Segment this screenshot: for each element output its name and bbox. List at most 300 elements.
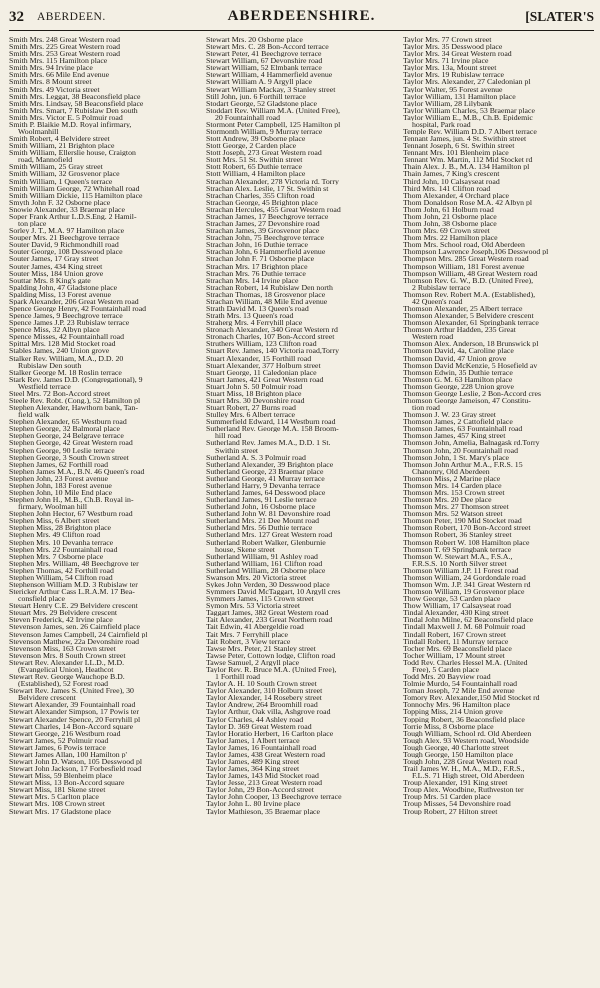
directory-entry: Stalker George M. 18 Roslin terrace — [9, 368, 122, 376]
directory-entry: Taylor James, 1 Albert terrace — [206, 736, 300, 744]
directory-entry: field walk — [18, 411, 50, 419]
directory-entry: Tolmie Murdo, 54 Fountainhall road — [403, 680, 518, 688]
directory-entry: Stevenson Matthew, 22a Devonshire road — [9, 637, 140, 645]
directory-entry: Spence George Henry, 42 Fountainhall road — [9, 304, 147, 313]
directory-entry: Thomson James, 457 King street — [403, 432, 506, 440]
directory-entry: Smith William George, 72 Whitehall road — [9, 184, 140, 192]
directory-entry: Taylor D. 369 Great Western road — [206, 722, 312, 730]
directory-entry: Thomson James, 63 Fountainhall road — [403, 425, 523, 433]
directory-entry: Smith William, 25 Gray street — [9, 163, 103, 171]
directory-entry: Thom Donaldson Rose M.A. 42 Albyn pl — [403, 198, 533, 206]
directory-entry: Stewart Alexander, 39 Fountainhall road — [9, 701, 136, 709]
directory-entry: Straherg Mrs. 4 Ferryhill place — [206, 319, 303, 327]
directory-entry: Soper Frank Arthur L.D.S.Eng. 2 Hamil- — [9, 212, 137, 221]
directory-entry: Thomson Rev. Robert M.A. (Established), — [403, 290, 536, 298]
directory-entry: Tough George, 40 Charlotte street — [403, 743, 510, 751]
directory-entry: Stewart Mrs. 108 Crown street — [9, 800, 105, 808]
publisher-label: [SLATER'S — [525, 9, 594, 24]
column-3 — [403, 36, 594, 815]
directory-entry: Stewart Miss, 13 Bon-Accord square — [9, 779, 125, 787]
directory-entry: Tonnochy Mrs. 96 Hamilton place — [403, 701, 511, 709]
directory-entry: Stewart Mrs. 5 Carlton place — [9, 793, 99, 801]
directory-entry: Thomson John, Amelia, Balnagask rd.Torry — [403, 439, 540, 447]
directory-entry: Taylor Walter, 95 Forest avenue — [403, 85, 503, 93]
directory-entry: F.R.S.S. 10 North Silver street — [412, 559, 507, 567]
directory-entry: Stoddart Rev. William M.A. (United Free), — [206, 106, 340, 114]
directory-entry: Strachan William, 48 Mile End avenue — [206, 297, 328, 305]
directory-entry: Thomson G. M. 63 Hamilton place — [403, 375, 513, 383]
directory-entry: Taylor Horatio Herbert, 16 Carlton place — [206, 729, 334, 737]
directory-entry: Snowie Alexander, 33 Braemar place — [9, 205, 125, 213]
directory-entry: Stewart William, 67 Devonshire road — [206, 57, 323, 65]
directory-entry: Thomson Robert W. 108 Hamilton place — [403, 538, 530, 546]
directory-entry: Sutherland William, 28 Osborne place — [206, 566, 326, 574]
directory-entry: hill road — [215, 432, 242, 440]
directory-entry: 20 Fountainhall road — [215, 113, 280, 121]
directory-entry: Tennant Mrs. 101 Blenheim place — [403, 149, 509, 157]
directory-entry: Thom Alexander, 4 Orchard place — [403, 191, 509, 199]
directory-entry: Strachan Alex. Leslie, 17 St. Swithin st — [206, 184, 329, 192]
directory-entry: Tindal Alexander, 430 King street — [403, 609, 509, 617]
directory-entry: Smith William, Ellerslie house, Craigton — [9, 149, 136, 157]
directory-entry: Taylor William Charles, 53 Braemar place — [403, 106, 535, 114]
directory-entry: Stephen Thomas, 42 Forthill road — [9, 566, 114, 574]
directory-entry: Tindall Robert, 167 Crown street — [403, 630, 507, 638]
directory-entry: Stables James, 240 Union grove — [9, 347, 110, 355]
directory-entry: Taylor John Cooper, 13 Beechgrove terrace — [206, 793, 342, 801]
directory-entry: Thom John, 38 Osborne place — [403, 220, 497, 228]
directory-entry: Taylor Alexander, 14 Rosebery street — [206, 694, 322, 702]
directory-entry: Toman Joseph, 72 Mile End avenue — [403, 687, 515, 695]
directory-entry: Stephen Mrs. 10 Devanha terrace — [9, 538, 114, 546]
directory-entry: Stewart James, 6 Powis terrace — [9, 743, 106, 751]
directory-entry: Thompson Mrs. 285 Great Western road — [403, 255, 529, 263]
directory-entry: Taylor Jesse, 213 Great Western road — [206, 779, 323, 787]
directory-entry: tion road — [412, 404, 440, 412]
directory-entry: Smith Mrs. 225 Great Western road — [9, 43, 120, 51]
directory-entry: Thomson Alexander, 25 Albert terrace — [403, 304, 523, 313]
directory-entry: Troup Misses, 54 Devonshire road — [403, 800, 511, 808]
directory-entry: Stewart James Allan, 100 Hamilton p' — [9, 750, 127, 758]
directory-entry: Stephen Miss, 28 Brighton place — [9, 524, 111, 532]
directory-entry: Spence James, 9 Beechgrove terrace — [9, 312, 123, 320]
directory-entry: Stewart James, 52 Polmuir road — [9, 736, 109, 744]
directory-entry: Stephen George, 42 Great Western road — [9, 439, 133, 447]
directory-entry: Thomson Peter, 190 Mid Stocket road — [403, 517, 522, 525]
directory-entry: Souter James, 17 Gray street — [9, 255, 99, 263]
directory-entry: Stephen George, 90 Leslie terrace — [9, 446, 115, 454]
directory-entry: Thom Mrs. School road, Old Aberdeen — [403, 241, 525, 249]
directory-entry: Tait Alexander, 233 Great Northern road — [206, 616, 333, 624]
directory-entry: Stewart William, 4 Hammerfield avenue — [206, 71, 333, 79]
directory-entry: Swithin street — [215, 446, 259, 454]
directory-entry: Rubislaw Den south — [18, 361, 82, 369]
directory-entry: Taylor Mrs. 77 Crown street — [403, 36, 492, 44]
directory-entry: Stuart Alexander, 15 Forthill road — [206, 354, 312, 362]
directory-entry: Tocher Mrs. 69 Beaconsfield place — [403, 644, 512, 652]
directory-entry: Stephenson William M.D. 3 Rubislaw ter — [9, 581, 138, 589]
directory-entry: Stephen George, 32 Balmoral place — [9, 425, 120, 433]
directory-entry: Strachan Mrs. 76 Duthie terrace — [206, 269, 306, 277]
directory-entry: Stott Mrs. 51 St. Swithin street — [206, 156, 303, 164]
directory-columns — [9, 36, 594, 815]
directory-entry: Tough William, School rd. Old Aberdeen — [403, 729, 532, 737]
directory-entry: Smith Mrs. 248 Great Western road — [9, 36, 120, 44]
directory-entry: Strachan John, 6 Hammerfield avenue — [206, 248, 326, 256]
directory-entry: Stewart William, 52 Elmbank terrace — [206, 64, 322, 72]
directory-entry: Thom Mrs. 22 Hamilton place — [403, 234, 498, 242]
directory-entry: Stuart Mrs. 30 Devonshire road — [206, 396, 305, 405]
directory-entry: Spalding John, 47 Gladstone place — [9, 283, 118, 291]
directory-entry: Strachan Alexander, 278 Victoria rd. Torry — [206, 177, 339, 185]
directory-entry: Thomson Wm. J.P. 341 Great Western rd — [403, 581, 531, 589]
directory-entry: Stericker Arthur Cass L.R.A.M. 17 Bea- — [9, 588, 135, 596]
directory-entry: Stephen James M.A., B.N. 46 Queen's road — [9, 467, 145, 475]
directory-entry: Thomson Alex. Anderson, 18 Brunswick pl — [403, 340, 539, 348]
directory-entry: Sutherland A. S. 3 Polmuir road — [206, 453, 306, 461]
directory-entry: Taylor Charles, 44 Ashley road — [206, 715, 304, 723]
directory-entry: Stewart Alexander Simpson, 17 Powis ter — [9, 708, 139, 716]
directory-entry: Taylor Mrs. 13a, Mount street — [403, 64, 497, 72]
directory-entry: Stewart Rev. George Wauchope B.D. — [9, 673, 125, 681]
directory-entry: Symmers David McTaggart, 10 Argyll cres — [206, 588, 341, 596]
directory-entry: Symmers James, 115 Crown street — [206, 595, 314, 603]
directory-entry: Strachan James, 39 Grosvenor place — [206, 227, 320, 235]
directory-entry: Thomson Robert, 170 Bon-Accord street — [403, 524, 531, 532]
directory-entry: Thomson William, 24 Gordondale road — [403, 573, 526, 582]
directory-entry: Spittal Mrs. 128 Mid Stocket road — [9, 340, 116, 348]
directory-entry: Thomson James, 2 Cattofield place — [403, 418, 513, 426]
directory-entry: Tindal John Milne, 62 Beaconsfield place — [403, 616, 534, 624]
directory-entry: Thomson Mrs. 20 Dee place — [403, 496, 492, 504]
directory-entry: Souper Mrs. 21 Beechgrove terrace — [9, 234, 120, 242]
directory-entry: Taylor A. H. 10 South Crown street — [206, 680, 317, 688]
directory-entry: Thomson Miss, 2 Marine place — [403, 474, 501, 482]
directory-entry: Sutherland Robert Walker, Glenburnie — [206, 538, 326, 546]
directory-entry: Strachan John, 75 Beechgrove terrace — [206, 234, 324, 242]
directory-entry: Sorley J. T., M.A. 97 Hamilton place — [9, 227, 125, 235]
directory-entry: Thomson Mrs. 153 Crown street — [403, 489, 505, 497]
directory-entry: Strath David M. 13 Queen's road — [206, 304, 309, 313]
directory-entry: Taylor Arthur, Oak villa, Ashgrove road — [206, 708, 331, 716]
directory-entry: Sutherland Rev. James M.A., D.D. 1 St. — [206, 439, 331, 447]
directory-entry: Stronach Charles, 107 Bon-Accord street — [206, 333, 335, 341]
directory-entry: Thomson Mrs. 52 Watson street — [403, 510, 503, 518]
directory-entry: Taylor Andrew, 264 Broomhill road — [206, 701, 318, 709]
directory-entry: Taylor James, 489 King street — [206, 757, 300, 766]
directory-entry: Stephen John Hector, 67 Westburn road — [9, 510, 133, 518]
directory-entry: Stephen Mrs. William, 48 Beechgrove ter — [9, 559, 139, 567]
directory-entry: Thompson Lawrence Joseph,106 Desswood pl — [403, 248, 549, 256]
directory-entry: Thompson William, 48 Great Western road — [403, 269, 538, 277]
directory-entry: Taylor Alexander, 310 Holburn street — [206, 687, 323, 695]
directory-entry: Stewart Miss, 59 Blenheim place — [9, 772, 113, 780]
directory-entry: Troup Robert, 27 Hilton street — [403, 807, 498, 815]
directory-entry: Strachan Mrs. 14 Irvine place — [206, 276, 299, 284]
directory-entry: Strachan George, 45 Brighton place — [206, 198, 318, 206]
directory-entry: Strachan Thomas, 18 Grosvenor place — [206, 290, 326, 298]
directory-entry: Stronach Alexander, 340 Great Western rd — [206, 326, 338, 334]
directory-entry: Sutherland John, 16 Osborne place — [206, 503, 315, 511]
directory-entry: Stephen John, 10 Mile End place — [9, 489, 113, 497]
directory-entry: Stott William, 4 Hamilton place — [206, 170, 306, 178]
directory-entry: Thomson Robert, 36 Stanley street — [403, 531, 512, 539]
directory-entry: Thomson George Leslie, 2 Bon-Accord cres — [403, 389, 541, 397]
directory-entry: Strath Mrs. 13 Queen's road — [206, 312, 294, 320]
directory-entry: firmary, Woolman hill — [18, 503, 88, 511]
directory-entry: Stuart Alexander, 377 Holburn street — [206, 361, 321, 369]
directory-entry: Western road — [412, 333, 454, 341]
directory-entry: Stewart Alexander Spence, 20 Ferryhill pl — [9, 715, 141, 723]
directory-entry: Sutherland John W. 81 Devonshire road — [206, 510, 331, 518]
directory-entry: Souter Miss, 184 Union grove — [9, 269, 104, 277]
directory-entry: 1 Forthill road — [215, 673, 261, 681]
directory-entry: Taylor Mrs. 34 Great Western road — [403, 50, 512, 58]
directory-entry: Topping Robert, 36 Beaconsfield place — [403, 715, 525, 723]
directory-entry: Steel Mrs. 72 Bon-Accord street — [9, 389, 111, 397]
directory-entry: Stevenson Mrs. 8 South Crown street — [9, 651, 126, 659]
directory-entry: Smith Mrs. 115 Hamilton place — [9, 57, 108, 65]
directory-entry: Stephen Miss, 6 Albert street — [9, 517, 100, 525]
directory-entry: Strachan Charles, 355 Clifton road — [206, 191, 315, 199]
directory-entry: Stewart Rev. Alexander LL.D., M.D. — [9, 658, 125, 666]
directory-entry: Smith Mrs. Lindsay, 58 Beaconsfield place — [9, 99, 144, 107]
directory-entry: Sutherland Mrs. 56 Duthie terrace — [206, 524, 313, 532]
directory-entry: Torrie Miss, 8 Osborne place — [403, 722, 494, 730]
directory-entry: Stephen John, 23 Forest avenue — [9, 474, 108, 482]
directory-entry: Smith William, 1 Queen's terrace — [9, 177, 113, 185]
directory-entry: Tait Mrs. 7 Ferryhill place — [206, 630, 288, 638]
directory-entry: Stewart William A. 9 Argyll place — [206, 78, 312, 86]
directory-entry: Smith Mrs. Leggat, 38 Beaconsfield place — [9, 92, 141, 100]
directory-entry: Strachan Mrs. 17 Brighton place — [206, 262, 308, 270]
directory-entry: Thomson Alexander, 5 Belvidere crescent — [403, 312, 534, 320]
directory-entry: Thomson Alexander, 61 Springbank terrace — [403, 319, 539, 327]
directory-entry: Sutherland Rev. George M.A. 158 Broom- — [206, 425, 339, 433]
directory-entry: Taylor William E., M.B., Ch.B. Epidemic — [403, 113, 533, 121]
directory-entry: Steele Rev. Robt. (Cong.), 52 Hamilton pl — [9, 396, 141, 405]
directory-entry: Steven Frederick, 42 Irvine place — [9, 616, 113, 624]
directory-entry: Stewart Miss, 181 Skene street — [9, 786, 106, 794]
directory-entry: Stott Andrew, 39 Osborne place — [206, 135, 306, 143]
directory-entry: Souter David, 9 Richmondhill road — [9, 241, 119, 249]
directory-entry: Stephen Alexander, 65 Westburn road — [9, 418, 127, 426]
directory-entry: Stewart Peter, 41 Beechgrove terrace — [206, 50, 322, 58]
directory-entry: Strachan James, 17 Beechgrove terrace — [206, 212, 329, 221]
directory-entry: Tawse Samuel, 2 Argyll place — [206, 658, 300, 666]
directory-entry: Smith William, 32 Grosvenor place — [9, 170, 120, 178]
directory-entry: Stalker Rev. William, M.A., D.D. 20 — [9, 354, 124, 362]
directory-entry: Stuart Miss, 18 Brighton place — [206, 389, 302, 397]
directory-entry: Thom John, 21 Osborne place — [403, 212, 497, 221]
directory-entry: road, Mannofield — [18, 156, 73, 164]
directory-entry: Stephen Mrs. 7 Osborne place — [9, 552, 104, 560]
directory-entry: Stewart William Mackay, 3 Stanley street — [206, 85, 336, 93]
directory-entry: Temple Rev. William D.D. 7 Albert terrace — [403, 128, 537, 136]
directory-entry: consfield place — [18, 595, 65, 603]
directory-entry: Third John, 10 Calsayseat road — [403, 177, 500, 185]
directory-entry: Sutherland George, 23 Braemar place — [206, 467, 324, 475]
directory-entry: Smith Robert, 4 Belvidere street — [9, 135, 110, 143]
directory-entry: Smith William Dickie, 115 Hamilton place — [9, 191, 143, 199]
directory-entry: Stewart Mrs. C. 28 Bon-Accord terrace — [206, 43, 329, 51]
directory-entry: Stewart John Jackson, 17 Forbesfield road — [9, 765, 142, 773]
directory-entry: Stephen James, 62 Forthill road — [9, 460, 108, 468]
directory-entry: Stuart Rev. James, 140 Victoria road,Torry — [206, 347, 340, 355]
directory-entry: Taylor James, 364 King street — [206, 765, 300, 773]
directory-entry: Taylor Mrs. 19 Rubislaw terrace — [403, 71, 505, 79]
directory-entry: Stewart Rev. James S. (United Free), 30 — [9, 687, 134, 695]
directory-entry: Woolmanhill — [18, 128, 59, 136]
directory-entry: Stewart Mrs. 17 Gladstone place — [9, 807, 111, 815]
directory-entry: Smith Mrs. Smart, 7 Rubislaw Den south — [9, 106, 138, 114]
directory-entry: Struthers William, 123 Clifton road — [206, 340, 317, 348]
directory-entry: F.L.S. 71 High street, Old Aberdeen — [412, 772, 525, 780]
directory-entry: Sutherland James, 64 Desswood place — [206, 489, 326, 497]
directory-entry: Troup Mrs. 51 Carden place — [403, 793, 491, 801]
directory-entry: Taylor James, 143 Mid Stocket road — [206, 772, 319, 780]
directory-entry: Stuart Robert, 27 Burns road — [206, 404, 296, 412]
directory-entry: Strachan John F. 71 Osborne place — [206, 255, 315, 263]
directory-entry: Westfield terrace — [18, 382, 71, 390]
directory-entry: Troup Alexander, 191 King street — [403, 779, 508, 787]
directory-entry: Free), 5 Carden place — [412, 665, 480, 674]
directory-entry: Stott Joseph, 273 Great Western road — [206, 149, 322, 157]
directory-entry: 2 Rubislaw terrace — [412, 283, 471, 291]
column-1 — [9, 36, 200, 815]
directory-entry: Stephen William, 54 Clifton road — [9, 573, 113, 582]
directory-entry: Thomson William J.P. 11 Forest road — [403, 566, 519, 574]
directory-entry: Stephen John H., M.B., Ch.B. Royal in- — [9, 496, 134, 504]
directory-entry: Thompson William, 181 Forest avenue — [403, 262, 525, 270]
directory-entry: Spark Alexander, 206 Great Western road — [9, 297, 139, 305]
directory-entry: Thomson David, 4a, Caroline place — [403, 347, 514, 355]
directory-entry: Thomson W. Stewart M.A., F.S.A., — [403, 552, 513, 560]
directory-entry: Tough John, 228 Great Western road — [403, 757, 518, 766]
directory-entry: Topping Miss, 214 Union grove — [403, 708, 503, 716]
directory-entry: Troup Alex. Woodbine, Ruthveston ter — [403, 786, 524, 794]
directory-entry: Stephen Mrs. 49 Clifton road — [9, 531, 101, 539]
directory-entry: Tough George, 150 Hamilton place — [403, 750, 513, 758]
directory-entry: Souttar Mrs. 8 King's gate — [9, 276, 91, 284]
directory-entry: Stormonth William, 9 Murray terrace — [206, 128, 323, 136]
directory-entry: Thomson John, 1 St. Mary's place — [403, 453, 510, 461]
directory-entry: Strachan Hercules, 455 Great Western road — [206, 205, 341, 213]
directory-entry: Stulley Mrs. 6 Albert terrace — [206, 411, 295, 419]
directory-entry: hospital, Park road — [412, 120, 471, 129]
directory-entry: Smith P. Blaikie M.D. Royal infirmary, — [9, 120, 132, 129]
directory-entry: Thain James, 7 King's crescent — [403, 170, 500, 178]
directory-entry: Smith Mrs. 94 Irvine place — [9, 64, 93, 72]
directory-entry: Tennant James, jun. 4 St. Swithin street — [403, 135, 527, 143]
directory-entry: Smith Mrs. 66 Mile End avenue — [9, 71, 110, 79]
directory-entry: Swanson Mrs. 20 Victoria street — [206, 573, 307, 582]
directory-entry: Smith Mrs. 49 Victoria street — [9, 85, 100, 93]
directory-entry: Stewart John D. Watson, 105 Desswood pl — [9, 757, 143, 766]
directory-entry: ton place — [18, 220, 47, 228]
directory-entry: Tait Robert, 3 View terrace — [206, 637, 291, 645]
directory-entry: Tennant Wm. Martin, 112 Mid Stocket rd — [403, 156, 533, 164]
directory-entry: Tawse Mrs. Peter, 21 Stanley street — [206, 644, 316, 652]
directory-entry: Thomson William, 19 Grosvenor place — [403, 588, 525, 596]
directory-entry: Stephen George, 3 South Crown street — [9, 453, 129, 461]
directory-entry: Sutherland George, 41 Murray terrace — [206, 474, 325, 482]
directory-entry: Stott George, 2 Carden place — [206, 142, 297, 150]
directory-entry: Thomson Edwin, 35 Duthie terrace — [403, 368, 513, 376]
directory-entry: Stuart George, 11 Caledonian place — [206, 368, 317, 376]
directory-entry: 42 Queen's road — [412, 297, 463, 305]
directory-entry: Thomson Rev. G. W., B.D. (United Free), — [403, 276, 534, 284]
directory-entry: Souter James, 434 King street — [9, 262, 103, 270]
directory-entry: Thomson John, 20 Fountainhall road — [403, 446, 518, 454]
directory-entry: Smyth John F. 32 Osborne place — [9, 198, 111, 206]
page-header — [9, 8, 594, 31]
directory-entry: Taylor William, 131 Hamilton place — [403, 92, 516, 100]
directory-entry: Thomson John Arthur M.A., F.R.S. 15 — [403, 460, 523, 468]
directory-entry: Sykes John Verden, 30 Desswood place — [206, 581, 330, 589]
directory-entry: Stephen John, 183 Forest avenue — [9, 481, 112, 489]
directory-entry: Thomson Arthur Hadden, 235 Great — [403, 326, 516, 334]
directory-entry: Steuart Mrs. 29 Belvidere crescent — [9, 609, 118, 617]
directory-entry: Tindall Maxwell J. M. 68 Polmuir road — [403, 623, 526, 631]
directory-entry: Thomson Mrs. 14 Carden place — [403, 481, 502, 489]
directory-entry: Stevenson James, sen. 26 Cairnfield place — [9, 623, 140, 631]
directory-entry: Thow George, 53 Carden place — [403, 595, 501, 603]
directory-entry: Todd Rev. Charles Hessel M.A. (United — [403, 658, 528, 666]
directory-entry: Tindall Robert, 11 Murray terrace — [403, 637, 509, 645]
directory-entry: Tomory Rev. Alexander,150 Mid Stocket rd — [403, 694, 540, 702]
directory-entry: Sutherland Harry, 9 Devanha terrace — [206, 481, 321, 489]
directory-entry: Stark Rev. James D.D. (Congregational), 9 — [9, 375, 143, 383]
directory-entry: Thomson T. 69 Springbank terrace — [403, 545, 512, 553]
directory-entry: Sutherland William, 91 Ashley road — [206, 552, 318, 560]
directory-entry: Taylor Mrs. Alexander, 27 Caledonian pl — [403, 78, 531, 86]
directory-entry: Todd Mrs. 20 Bayview road — [403, 673, 491, 681]
section-label: ABERDEEN. — [37, 11, 106, 23]
directory-entry: Sutherland William, 161 Clifton road — [206, 559, 323, 567]
directory-entry: Trail James W. H., M.A., M.D., F.R.S., — [403, 765, 525, 773]
directory-entry: Still John, jun. 6 Forthill terrace — [206, 92, 306, 100]
directory-entry: Thomson David McKenzie, 5 Hosefield av — [403, 361, 538, 369]
directory-entry: Tawse Peter, Cottown lodge, Clifton road — [206, 651, 336, 659]
directory-entry: Taylor Rev. R. Bruce M.A. (United Free), — [206, 665, 337, 674]
directory-entry: Stephen Alexander, Hawthorn bank, Tan- — [9, 404, 138, 412]
directory-entry: Stewart Mrs. 20 Osborne place — [206, 36, 303, 44]
directory-entry: Taylor John L. 80 Irvine place — [206, 800, 301, 808]
directory-entry: Stodart George, 52 Gladstone place — [206, 99, 317, 107]
column-2 — [206, 36, 397, 815]
directory-entry: Stewart George, 216 Westburn road — [9, 729, 121, 737]
directory-entry: Taylor William, 28 Lilybank — [403, 99, 493, 107]
directory-entry: Thow William, 17 Calsayseat road — [403, 602, 512, 610]
directory-entry: Strachan Robert, 14 Rubislaw Den north — [206, 283, 333, 291]
directory-entry: Chanonry, Old Aberdeen — [412, 467, 490, 475]
directory-entry: Strachan John, 16 Duthie terrace — [206, 241, 308, 249]
directory-entry: Spalding Miss, 13 Forest avenue — [9, 290, 112, 298]
directory-entry: (Evangelical Union), Heathcot — [18, 665, 114, 674]
directory-entry: house, Skene street — [215, 545, 275, 553]
directory-entry: Stott Robert, 65 Duthie terrace — [206, 163, 302, 171]
directory-entry: Tennant Joseph, 6 St. Swithin street — [403, 142, 515, 150]
directory-entry: Belvidere crescent — [18, 694, 76, 702]
directory-entry: Sutherland Mrs. 21 Dee Mount road — [206, 517, 320, 525]
directory-entry: Sutherland James, 91 Leslie terrace — [206, 496, 317, 504]
directory-entry: Taylor James, 438 Great Western road — [206, 750, 326, 758]
directory-entry: Smith Mrs. 8 Mount street — [9, 78, 92, 86]
directory-entry: Thain Alex. J. B., M.A. 134 Hamilton pl — [403, 163, 530, 171]
directory-entry: Taylor John, 29 Bon-Accord street — [206, 786, 314, 794]
directory-entry: Third Mrs. 141 Clifton road — [403, 184, 491, 192]
